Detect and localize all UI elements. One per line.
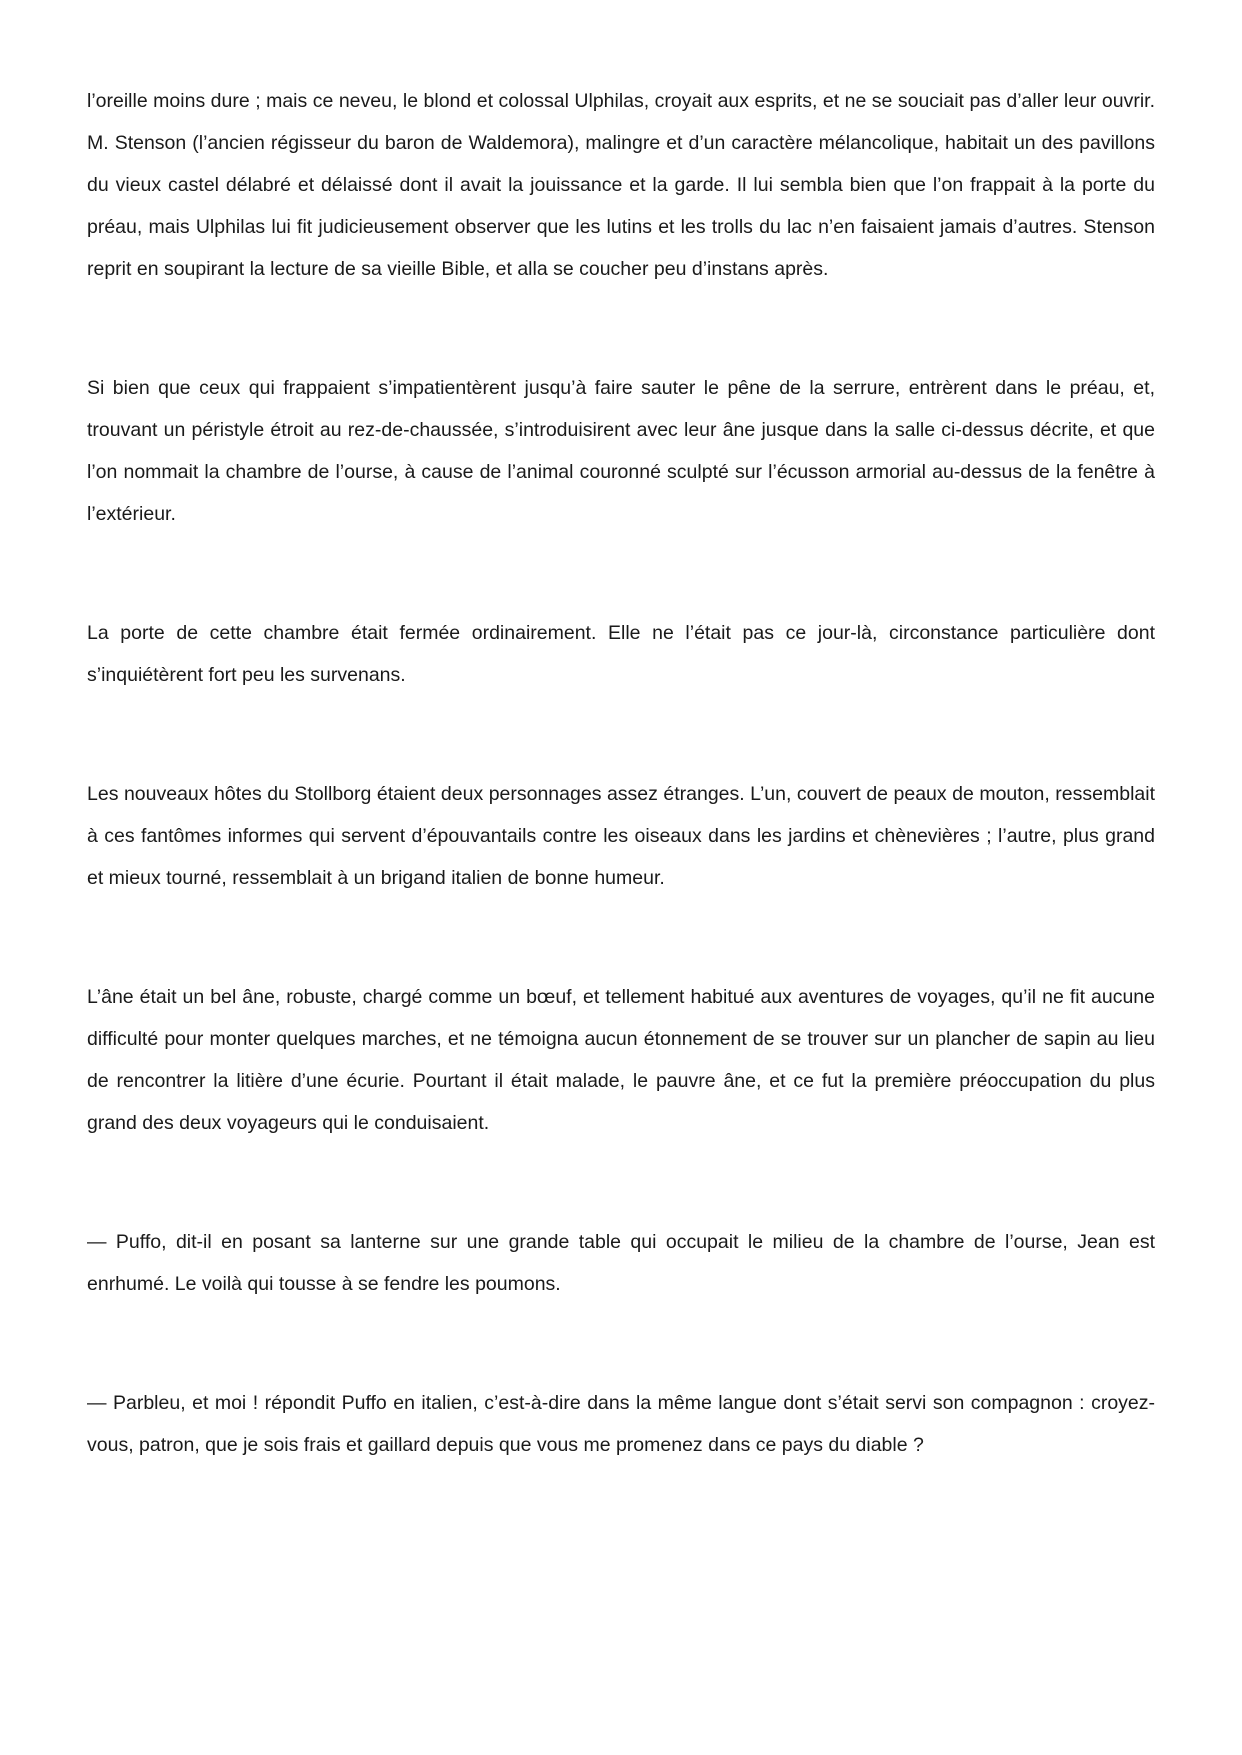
paragraph: Si bien que ceux qui frappaient s’impatientèrent jusqu’à faire sauter le pêne de la serrure, entrèrent dans le préau, et, trouvant un péristyle étroit au rez-de-chaussée, s’introduisirent avec leur âne jusque dans la salle ci-dessus décrite, et que l’on nommait la chambre de l’ourse, à cause de l’animal couronné sculpté sur l’écusson armorial au-dessus de la fenêtre à l’extérieur.	[87, 377, 1155, 525]
paragraph: La porte de cette chambre était fermée ordinairement. Elle ne l’était pas ce jour-là, circonstance particulière dont s’inquiétèrent fort peu les survenans.	[87, 622, 1155, 686]
paragraph: l’oreille moins dure ; mais ce neveu, le blond et colossal Ulphilas, croyait aux esprits, et ne se souciait pas d’aller leur ouvrir. M. Stenson (l’ancien régisseur du baron de Waldemora), malingre et d’un caractère mélancolique, habitait un des pavillons du vieux castel délabré et délaissé dont il avait la jouissance et la garde. Il lui sembla bien que l’on frappait à la porte du préau, mais Ulphilas lui fit judicieusement observer que les lutins et les trolls du lac n’en faisaient jamais d’autres. Stenson reprit en soupirant la lecture de sa vieille Bible, et alla se coucher peu d’instans après.	[87, 90, 1155, 280]
paragraph: Les nouveaux hôtes du Stollborg étaient deux personnages assez étranges. L’un, couvert de peaux de mouton, ressemblait à ces fantômes informes qui servent d’épouvantails contre les oiseaux dans les jardins et chènevières ; l’autre, plus grand et mieux tourné, ressemblait à un brigand italien de bonne humeur.	[87, 783, 1155, 889]
paragraph: — Parbleu, et moi ! répondit Puffo en italien, c’est-à-dire dans la même langue dont s’était servi son compagnon : croyez-vous, patron, que je sois frais et gaillard depuis que vous me promenez dans ce pays du diable ?	[87, 1392, 1155, 1456]
document-page	[87, 80, 1155, 1466]
paragraph: — Puffo, dit-il en posant sa lanterne sur une grande table qui occupait le milieu de la chambre de l’ourse, Jean est enrhumé. Le voilà qui tousse à se fendre les poumons.	[87, 1231, 1155, 1295]
paragraph: L’âne était un bel âne, robuste, chargé comme un bœuf, et tellement habitué aux aventures de voyages, qu’il ne fit aucune difficulté pour monter quelques marches, et ne témoigna aucun étonnement de se trouver sur un plancher de sapin au lieu de rencontrer la litière d’une écurie. Pourtant il était malade, le pauvre âne, et ce fut la première préoccupation du plus grand des deux voyageurs qui le conduisaient.	[87, 986, 1155, 1134]
